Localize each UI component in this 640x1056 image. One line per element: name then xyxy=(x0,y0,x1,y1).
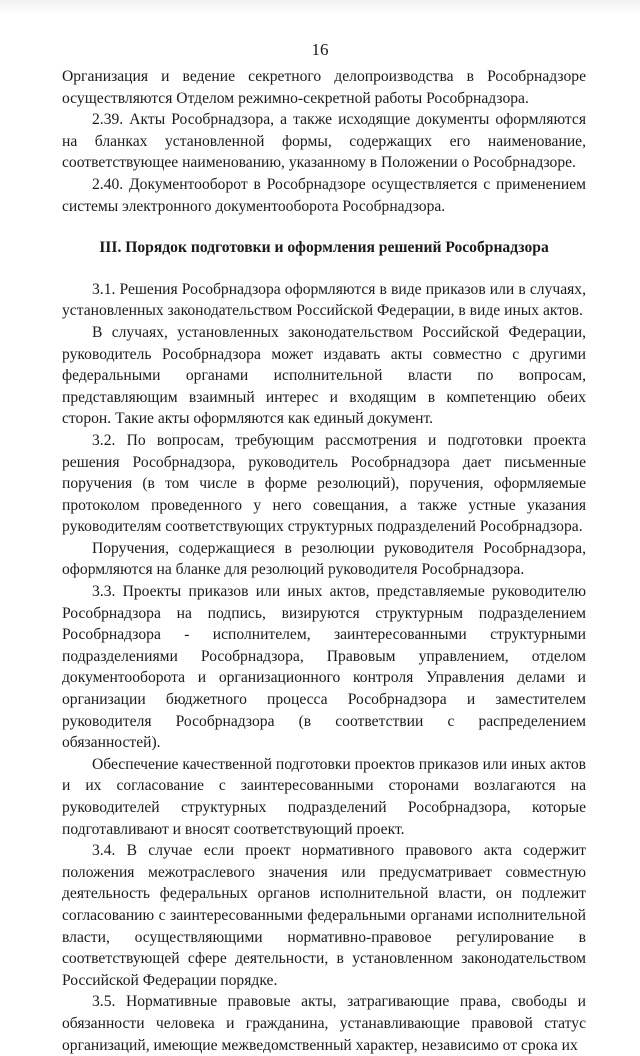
paragraph: 3.3. Проекты приказов или иных актов, представляемые руководителю Рособрнадзора на подпись, визируются структурным подразделением Рособрнадзора - исполнителем, заинтересованными структурными подразделениями Рособрнадзора, Правовым управлением, отделом документооборота и организационного контроля Управления делами и организации бюджетного процесса Рособрнадзора и заместителем руководителя Рособрнадзора (в соответствии с распределением обязанностей). xyxy=(62,583,586,752)
paragraph: 3.1. Решения Рособрнадзора оформляются в виде приказов или в случаях, установленных законодательством Российской Федерации, в виде иных актов. xyxy=(62,280,586,320)
document-body xyxy=(62,66,586,1056)
paragraph: Поручения, содержащиеся в резолюции руководителя Рособрнадзора, оформляются на бланке для резолюций руководителя Рособрнадзора. xyxy=(62,539,586,579)
paragraph: 2.40. Документооборот в Рособрнадзоре осуществляется с применением системы электронного документооборота Рособрнадзора. xyxy=(62,175,586,215)
section-heading: III. Порядок подготовки и оформления решений Рособрнадзора xyxy=(99,239,549,257)
page-number: 16 xyxy=(311,40,329,59)
paragraph: Обеспечение качественной подготовки проектов приказов или иных актов и их согласование с заинтересованными сторонами возлагаются на руководителей структурных подразделений Рособрнадзора, которые подготавливают и вносят соответствующий проект. xyxy=(62,755,586,838)
paragraph: 3.2. По вопросам, требующим рассмотрения и подготовки проекта решения Рособрнадзора, руководитель Рособрнадзора дает письменные поручения (в том числе в форме резолюций), поручения, оформляемые протоколом проведенного у него совещания, а также устные указания руководителям соответствующих структурных подразделений Рособрнадзора. xyxy=(62,431,586,536)
paragraph: 2.39. Акты Рособрнадзора, а также исходящие документы оформляются на бланках установленной формы, содержащих его наименование, соответствующее наименованию, указанному в Положении о Рособрнадзоре. xyxy=(62,111,586,172)
paragraph: В случаях, установленных законодательством Российской Федерации, руководитель Рособрнадзора может издавать акты совместно с другими федеральными органами исполнительной власти по вопросам, представляющим взаимный интерес и входящим в компетенцию обеих сторон. Такие акты оформляются как единый документ. xyxy=(62,323,586,428)
paragraph: 3.4. В случае если проект нормативного правового акта содержит положения межотраслевого значения или предусматривает совместную деятельность федеральных органов исполнительной власти, он подлежит согласованию с заинтересованными федеральными органами исполнительной власти, осуществляющими нормативно-правовое регулирование в соответствующей сфере деятельности, в установленном законодательством Российской Федерации порядке. xyxy=(62,842,586,989)
paragraph: 3.5. Нормативные правовые акты, затрагивающие права, свободы и обязанности человека и гражданина, устанавливающие правовой статус организаций, имеющие межведомственный характер, независимо от срока их xyxy=(62,993,586,1054)
paragraph: Организация и ведение секретного делопроизводства в Рособрнадзоре осуществляются Отделом режимно-секретной работы Рособрнадзора. xyxy=(62,68,586,107)
scan-edge xyxy=(0,0,640,14)
